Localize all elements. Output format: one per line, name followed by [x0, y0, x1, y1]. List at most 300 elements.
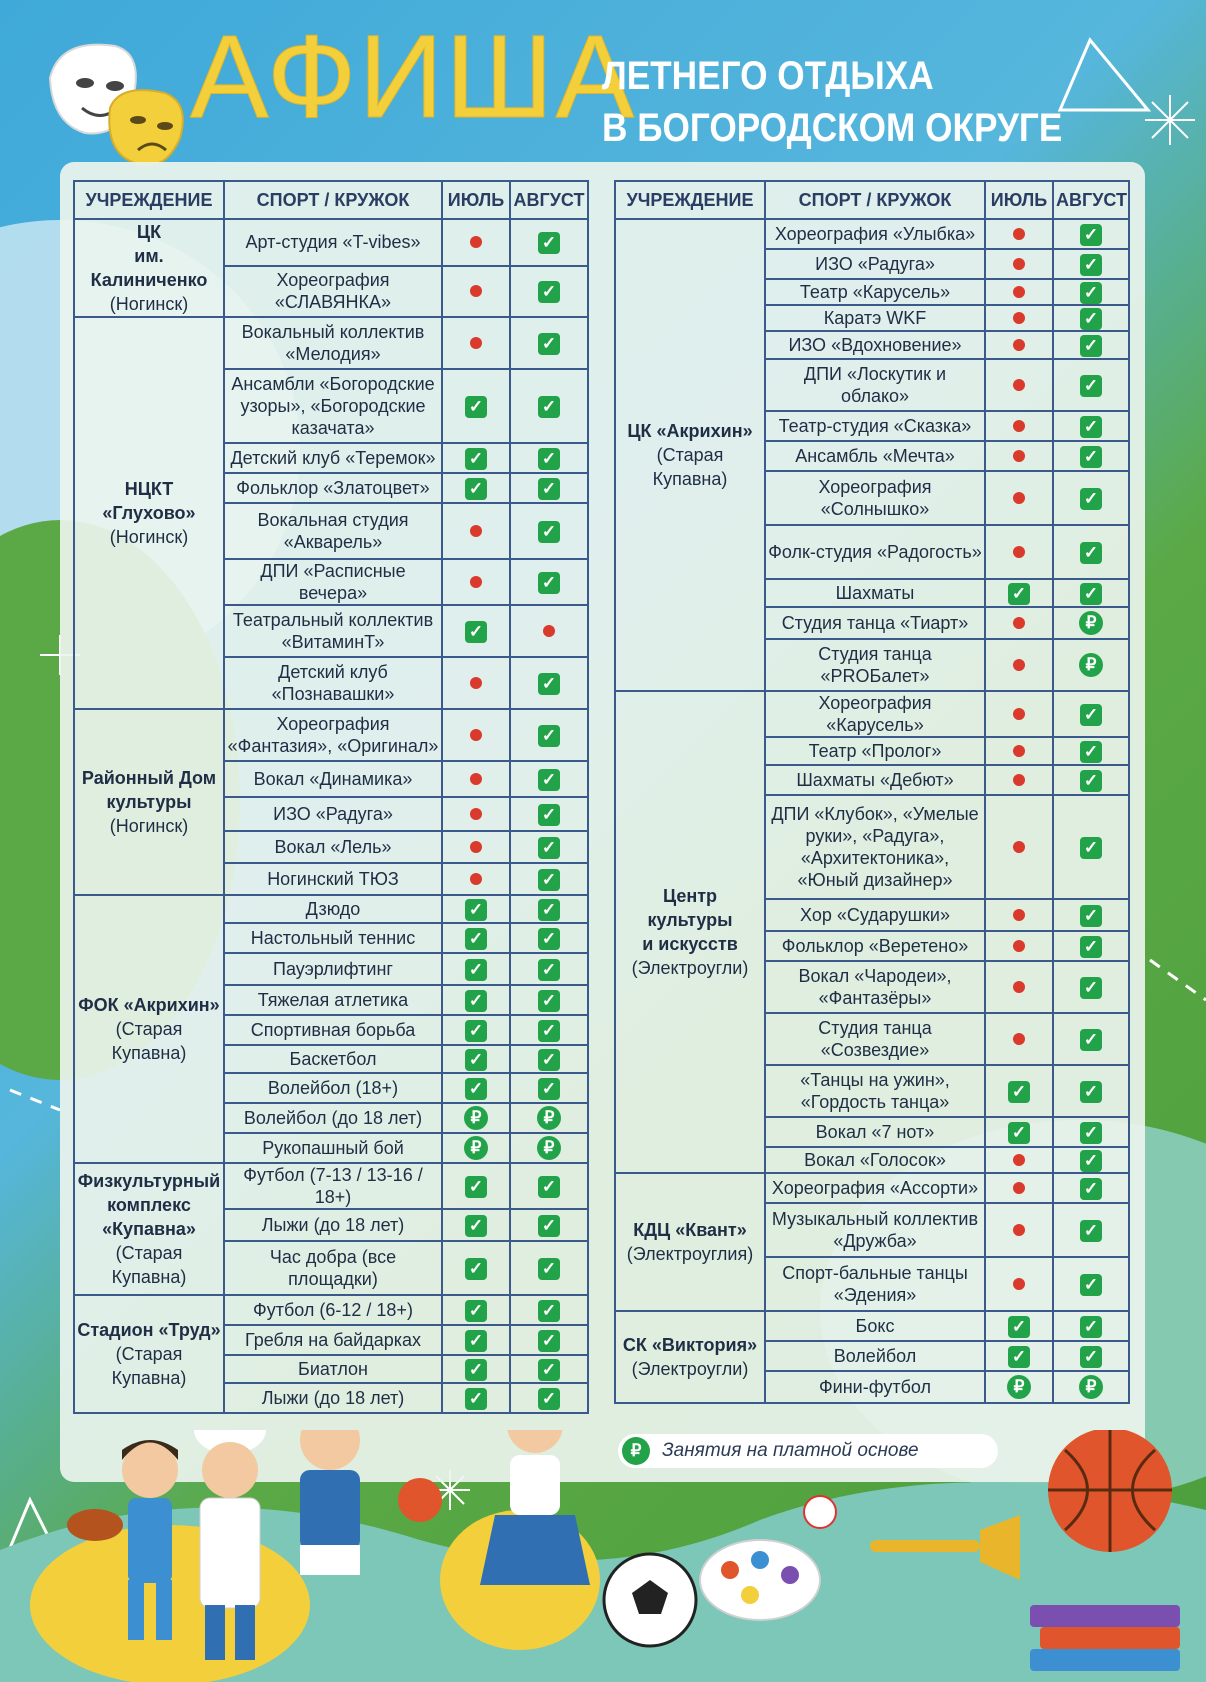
check-icon: ✓	[1080, 488, 1102, 510]
july-status-cell	[985, 1203, 1053, 1257]
check-icon: ✓	[1080, 308, 1102, 330]
red-dot-icon	[1013, 940, 1025, 952]
table-row	[615, 1311, 1129, 1341]
august-status-cell	[510, 797, 588, 831]
july-status-cell	[985, 1371, 1053, 1403]
institution-cell	[615, 1173, 765, 1311]
institution-name: КДЦ «Квант»	[633, 1220, 747, 1240]
july-status-cell	[985, 691, 1053, 737]
august-status-cell	[510, 709, 588, 761]
institution-cell	[615, 1311, 765, 1403]
check-icon: ✓	[538, 1020, 560, 1042]
july-status-cell	[442, 1015, 510, 1045]
check-icon: ✓	[538, 1215, 560, 1237]
institution-name: НЦКТ «Глухово»	[102, 479, 196, 523]
check-icon: ✓	[1080, 704, 1102, 726]
books-stack-icon	[1030, 1605, 1180, 1671]
activity-cell: Вокальная студия «Акварель»	[224, 503, 442, 559]
activity-cell: ИЗО «Радуга»	[224, 797, 442, 831]
august-status-cell	[1053, 1341, 1129, 1371]
red-dot-icon	[470, 236, 482, 248]
activity-cell: Театр «Пролог»	[765, 737, 985, 765]
activity-cell: Студия танца «Тиарт»	[765, 607, 985, 639]
august-status-cell	[510, 985, 588, 1015]
check-icon: ✓	[1080, 1220, 1102, 1242]
check-icon: ✓	[465, 448, 487, 470]
july-status-cell	[442, 1355, 510, 1383]
check-icon: ✓	[465, 990, 487, 1012]
red-dot-icon	[1013, 909, 1025, 921]
red-dot-icon	[1013, 617, 1025, 629]
july-status-cell	[985, 961, 1053, 1013]
august-status-cell	[510, 1163, 588, 1209]
july-status-cell	[985, 1117, 1053, 1147]
july-status-cell	[442, 1133, 510, 1163]
check-icon: ✓	[1080, 335, 1102, 357]
august-status-cell	[1053, 1147, 1129, 1173]
august-status-cell	[510, 1015, 588, 1045]
august-status-cell	[510, 1241, 588, 1295]
table-header-row	[74, 181, 588, 219]
july-status-cell	[985, 1147, 1053, 1173]
july-status-cell	[442, 863, 510, 895]
activity-cell: Спорт-бальные танцы «Эдения»	[765, 1257, 985, 1311]
check-icon: ✓	[538, 1258, 560, 1280]
july-status-cell	[442, 1163, 510, 1209]
august-status-cell	[510, 831, 588, 863]
july-status-cell	[442, 831, 510, 863]
july-status-cell	[985, 1341, 1053, 1371]
red-dot-icon	[1013, 1278, 1025, 1290]
check-icon: ✓	[538, 281, 560, 303]
activity-cell: Футбол (7-13 / 13-16 / 18+)	[224, 1163, 442, 1209]
red-dot-icon	[470, 337, 482, 349]
check-icon: ✓	[1080, 375, 1102, 397]
activity-cell: Волейбол	[765, 1341, 985, 1371]
schedule-body-left	[74, 219, 588, 1413]
check-icon: ✓	[1080, 224, 1102, 246]
july-status-cell	[442, 473, 510, 503]
institution-name: ЦК	[136, 222, 162, 242]
institution-name: Районный Дом	[81, 768, 217, 788]
institution-cell	[615, 691, 765, 1173]
activity-cell: Ансамбли «Богородские узоры», «Богородские казачата»	[224, 369, 442, 443]
institution-name: Центр культуры	[647, 886, 733, 930]
august-status-cell	[510, 895, 588, 923]
activity-cell: Ногинский ТЮЗ	[224, 863, 442, 895]
july-status-cell	[985, 305, 1053, 331]
july-status-cell	[985, 441, 1053, 471]
check-icon: ✓	[538, 333, 560, 355]
baseball-icon	[804, 1496, 836, 1528]
table-row	[74, 1163, 588, 1209]
red-dot-icon	[1013, 1033, 1025, 1045]
check-icon: ✓	[538, 928, 560, 950]
july-status-cell	[985, 639, 1053, 691]
check-icon: ✓	[1080, 1178, 1102, 1200]
july-status-cell	[442, 953, 510, 985]
july-status-cell	[985, 579, 1053, 607]
check-icon: ✓	[1080, 1150, 1102, 1172]
table-row	[615, 219, 1129, 249]
institution-cell	[74, 1295, 224, 1413]
column-header-july: ИЮЛЬ	[442, 181, 510, 219]
activity-cell: Баскетбол	[224, 1045, 442, 1073]
august-status-cell	[1053, 1117, 1129, 1147]
july-status-cell	[442, 605, 510, 657]
check-icon: ✓	[465, 1176, 487, 1198]
check-icon: ✓	[465, 396, 487, 418]
july-status-cell	[985, 1173, 1053, 1203]
activity-cell: Волейбол (до 18 лет)	[224, 1103, 442, 1133]
red-dot-icon	[1013, 1154, 1025, 1166]
red-dot-icon	[470, 285, 482, 297]
table-row	[615, 691, 1129, 737]
activity-cell: Хореография «Солнышко»	[765, 471, 985, 525]
august-status-cell	[510, 503, 588, 559]
red-dot-icon	[1013, 420, 1025, 432]
column-header-activity: СПОРТ / КРУЖОК	[765, 181, 985, 219]
check-icon: ✓	[1080, 282, 1102, 304]
activity-cell: Каратэ WKF	[765, 305, 985, 331]
check-icon: ✓	[1080, 1081, 1102, 1103]
august-status-cell	[510, 605, 588, 657]
institution-cell	[74, 219, 224, 317]
july-status-cell	[442, 985, 510, 1015]
july-status-cell	[985, 931, 1053, 961]
institution-name: Стадион «Труд»	[77, 1320, 221, 1340]
july-status-cell	[442, 503, 510, 559]
institution-name: и искусств	[642, 934, 738, 954]
check-icon: ✓	[465, 928, 487, 950]
red-dot-icon	[1013, 339, 1025, 351]
activity-cell: Хореография «Карусель»	[765, 691, 985, 737]
check-icon: ✓	[465, 1215, 487, 1237]
august-status-cell	[1053, 1173, 1129, 1203]
poster-title: АФИША	[190, 11, 637, 143]
activity-cell: Фини-футбол	[765, 1371, 985, 1403]
institution-name: комплекс	[107, 1195, 191, 1215]
activity-cell: ДПИ «Клубок», «Умелые руки», «Радуга», «Архитектоника», «Юный дизайнер»	[765, 795, 985, 899]
july-status-cell	[985, 765, 1053, 795]
activity-cell: Шахматы	[765, 579, 985, 607]
august-status-cell	[1053, 691, 1129, 737]
check-icon: ✓	[1080, 416, 1102, 438]
check-icon: ✓	[465, 1078, 487, 1100]
august-status-cell	[1053, 441, 1129, 471]
red-dot-icon	[1013, 1182, 1025, 1194]
institution-cell	[615, 219, 765, 691]
august-status-cell	[1053, 765, 1129, 795]
red-dot-icon	[470, 576, 482, 588]
july-status-cell	[985, 1311, 1053, 1341]
july-status-cell	[442, 559, 510, 605]
july-status-cell	[985, 331, 1053, 359]
check-icon: ✓	[538, 804, 560, 826]
check-icon: ✓	[538, 673, 560, 695]
check-icon: ✓	[465, 1258, 487, 1280]
check-icon: ✓	[538, 1049, 560, 1071]
subtitle-line-1: ЛЕТНЕГО ОТДЫХА	[602, 54, 934, 98]
ruble-icon: ₽	[464, 1136, 488, 1160]
july-status-cell	[442, 317, 510, 369]
activity-cell: Рукопашный бой	[224, 1133, 442, 1163]
red-dot-icon	[470, 873, 482, 885]
red-dot-icon	[1013, 841, 1025, 853]
check-icon: ✓	[538, 478, 560, 500]
august-status-cell	[1053, 219, 1129, 249]
red-dot-icon	[1013, 546, 1025, 558]
activity-cell: Музыкальный коллектив «Дружба»	[765, 1203, 985, 1257]
check-icon: ✓	[1008, 1346, 1030, 1368]
check-icon: ✓	[538, 899, 560, 921]
august-status-cell	[1053, 1203, 1129, 1257]
table-row	[74, 1295, 588, 1325]
red-dot-icon	[470, 773, 482, 785]
check-icon: ✓	[1080, 254, 1102, 276]
red-dot-icon	[1013, 286, 1025, 298]
july-status-cell	[985, 1065, 1053, 1117]
july-status-cell	[442, 219, 510, 266]
august-status-cell	[510, 1355, 588, 1383]
august-status-cell	[1053, 331, 1129, 359]
august-status-cell	[510, 369, 588, 443]
red-dot-icon	[470, 841, 482, 853]
red-dot-icon	[1013, 312, 1025, 324]
column-header-august: АВГУСТ	[510, 181, 588, 219]
red-dot-icon	[1013, 379, 1025, 391]
august-status-cell	[510, 559, 588, 605]
institution-cell	[74, 709, 224, 895]
institution-location: (Старая Купавна)	[652, 445, 728, 489]
july-status-cell	[985, 607, 1053, 639]
institution-name: культуры	[106, 792, 192, 812]
check-icon: ✓	[1080, 583, 1102, 605]
activity-cell: Тяжелая атлетика	[224, 985, 442, 1015]
check-icon: ✓	[538, 1359, 560, 1381]
august-status-cell	[1053, 411, 1129, 441]
activity-cell: Хореография «Ассорти»	[765, 1173, 985, 1203]
activity-cell: ИЗО «Вдохновение»	[765, 331, 985, 359]
july-status-cell	[442, 369, 510, 443]
subtitle-line-2: В БОГОРОДСКОМ ОКРУГЕ	[602, 106, 1063, 150]
august-status-cell	[510, 443, 588, 473]
check-icon: ✓	[1080, 1122, 1102, 1144]
institution-name: СК «Виктория»	[622, 1335, 758, 1355]
institution-name: «Купавна»	[102, 1219, 196, 1239]
check-icon: ✓	[538, 1176, 560, 1198]
activity-cell: Футбол (6-12 / 18+)	[224, 1295, 442, 1325]
activity-cell: Вокал «Динамика»	[224, 761, 442, 797]
activity-cell: Вокал «7 нот»	[765, 1117, 985, 1147]
column-header-institution: УЧРЕЖДЕНИЕ	[615, 181, 765, 219]
institution-name: ЦК «Акрихин»	[627, 421, 753, 441]
august-status-cell	[1053, 639, 1129, 691]
poster-subtitle	[602, 50, 1062, 154]
theatre-masks-icon	[40, 28, 190, 168]
column-header-activity: СПОРТ / КРУЖОК	[224, 181, 442, 219]
institution-name: Физкультурный	[77, 1171, 221, 1191]
check-icon: ✓	[1080, 446, 1102, 468]
activity-cell: Вокальный коллектив «Мелодия»	[224, 317, 442, 369]
july-status-cell	[442, 1295, 510, 1325]
header	[0, 0, 1206, 165]
august-status-cell	[510, 761, 588, 797]
red-dot-icon	[1013, 1224, 1025, 1236]
july-status-cell	[442, 797, 510, 831]
table-row	[74, 317, 588, 369]
red-dot-icon	[543, 625, 555, 637]
july-status-cell	[442, 1209, 510, 1241]
red-dot-icon	[1013, 981, 1025, 993]
column-header-august: АВГУСТ	[1053, 181, 1129, 219]
activity-cell: Волейбол (18+)	[224, 1073, 442, 1103]
check-icon: ✓	[465, 478, 487, 500]
july-status-cell	[985, 359, 1053, 411]
check-icon: ✓	[465, 899, 487, 921]
july-status-cell	[442, 1383, 510, 1413]
check-icon: ✓	[1080, 770, 1102, 792]
activity-cell: Арт-студия «T-vibes»	[224, 219, 442, 266]
red-dot-icon	[470, 525, 482, 537]
ruble-icon: ₽	[1079, 653, 1103, 677]
table-row	[615, 1173, 1129, 1203]
activity-cell: Хореография «СЛАВЯНКА»	[224, 266, 442, 317]
july-status-cell	[985, 1257, 1053, 1311]
august-status-cell	[510, 1103, 588, 1133]
july-status-cell	[985, 737, 1053, 765]
child-dancer-icon	[480, 1430, 590, 1585]
august-status-cell	[510, 219, 588, 266]
activity-cell: Театр-студия «Сказка»	[765, 411, 985, 441]
activity-cell: Студия танца «Созвездие»	[765, 1013, 985, 1065]
july-status-cell	[442, 1241, 510, 1295]
institution-location: (Ногинск)	[109, 294, 189, 314]
check-icon: ✓	[538, 1300, 560, 1322]
red-dot-icon	[470, 677, 482, 689]
column-header-july: ИЮЛЬ	[985, 181, 1053, 219]
check-icon: ✓	[1080, 837, 1102, 859]
activity-cell: Хор «Сударушки»	[765, 899, 985, 931]
ruble-icon: ₽	[1079, 611, 1103, 635]
august-status-cell	[510, 953, 588, 985]
red-dot-icon	[1013, 450, 1025, 462]
activity-cell: Фольклор «Веретено»	[765, 931, 985, 961]
august-status-cell	[1053, 359, 1129, 411]
check-icon: ✓	[1080, 1346, 1102, 1368]
check-icon: ✓	[538, 1078, 560, 1100]
ruble-icon: ₽	[537, 1136, 561, 1160]
legend-text: Занятия на платной основе	[662, 1440, 919, 1461]
activity-cell: Гребля на байдарках	[224, 1325, 442, 1355]
red-dot-icon	[1013, 708, 1025, 720]
activity-cell: Шахматы «Дебют»	[765, 765, 985, 795]
schedule-table-left	[73, 180, 589, 1414]
august-status-cell	[1053, 961, 1129, 1013]
institution-name: ФОК «Акрихин»	[78, 995, 220, 1015]
check-icon: ✓	[538, 769, 560, 791]
red-dot-icon	[1013, 228, 1025, 240]
activity-cell: Лыжи (до 18 лет)	[224, 1209, 442, 1241]
activity-cell: Час добра (все площадки)	[224, 1241, 442, 1295]
activity-cell: Бокс	[765, 1311, 985, 1341]
august-status-cell	[1053, 931, 1129, 961]
check-icon: ✓	[1008, 1316, 1030, 1338]
activity-cell: Фольклор «Златоцвет»	[224, 473, 442, 503]
activity-cell: Настольный теннис	[224, 923, 442, 953]
july-status-cell	[985, 411, 1053, 441]
table-row	[74, 895, 588, 923]
july-status-cell	[442, 443, 510, 473]
paint-palette-icon	[700, 1540, 820, 1620]
august-status-cell	[510, 657, 588, 709]
institution-location: (Ногинск)	[109, 816, 189, 836]
institution-cell	[74, 895, 224, 1163]
check-icon: ✓	[538, 521, 560, 543]
august-status-cell	[510, 1073, 588, 1103]
activity-cell: Студия танца «PROБалет»	[765, 639, 985, 691]
check-icon: ✓	[538, 1330, 560, 1352]
activity-cell: Детский клуб «Познавашки»	[224, 657, 442, 709]
august-status-cell	[510, 1209, 588, 1241]
july-status-cell	[442, 895, 510, 923]
check-icon: ✓	[465, 1300, 487, 1322]
july-status-cell	[442, 1045, 510, 1073]
institution-cell	[74, 1163, 224, 1295]
july-status-cell	[442, 1073, 510, 1103]
table-row	[74, 219, 588, 266]
july-status-cell	[985, 249, 1053, 279]
check-icon: ✓	[1080, 741, 1102, 763]
august-status-cell	[1053, 607, 1129, 639]
check-icon: ✓	[1080, 905, 1102, 927]
red-dot-icon	[1013, 659, 1025, 671]
activity-cell: Хореография «Фантазия», «Оригинал»	[224, 709, 442, 761]
institution-cell	[74, 317, 224, 709]
red-dot-icon	[1013, 492, 1025, 504]
check-icon: ✓	[1080, 1029, 1102, 1051]
july-status-cell	[985, 1013, 1053, 1065]
activity-cell: Театр «Карусель»	[765, 279, 985, 305]
activity-cell: Детский клуб «Теремок»	[224, 443, 442, 473]
institution-location: (Старая Купавна)	[111, 1243, 187, 1287]
check-icon: ✓	[465, 1388, 487, 1410]
red-dot-icon	[1013, 745, 1025, 757]
check-icon: ✓	[1080, 1316, 1102, 1338]
august-status-cell	[1053, 279, 1129, 305]
activity-cell: Спортивная борьба	[224, 1015, 442, 1045]
check-icon: ✓	[1008, 583, 1030, 605]
check-icon: ✓	[465, 1359, 487, 1381]
activity-cell: ДПИ «Расписные вечера»	[224, 559, 442, 605]
activity-cell: «Танцы на ужин», «Гордость танца»	[765, 1065, 985, 1117]
table-row	[74, 709, 588, 761]
august-status-cell	[510, 863, 588, 895]
august-status-cell	[510, 1045, 588, 1073]
august-status-cell	[510, 1325, 588, 1355]
check-icon: ✓	[1080, 936, 1102, 958]
activity-cell: Дзюдо	[224, 895, 442, 923]
july-status-cell	[985, 219, 1053, 249]
july-status-cell	[985, 795, 1053, 899]
column-header-institution: УЧРЕЖДЕНИЕ	[74, 181, 224, 219]
kids-illustration	[0, 1430, 1206, 1682]
august-status-cell	[510, 1383, 588, 1413]
august-status-cell	[1053, 249, 1129, 279]
check-icon: ✓	[538, 1388, 560, 1410]
red-dot-icon	[1013, 774, 1025, 786]
red-dot-icon	[470, 729, 482, 741]
